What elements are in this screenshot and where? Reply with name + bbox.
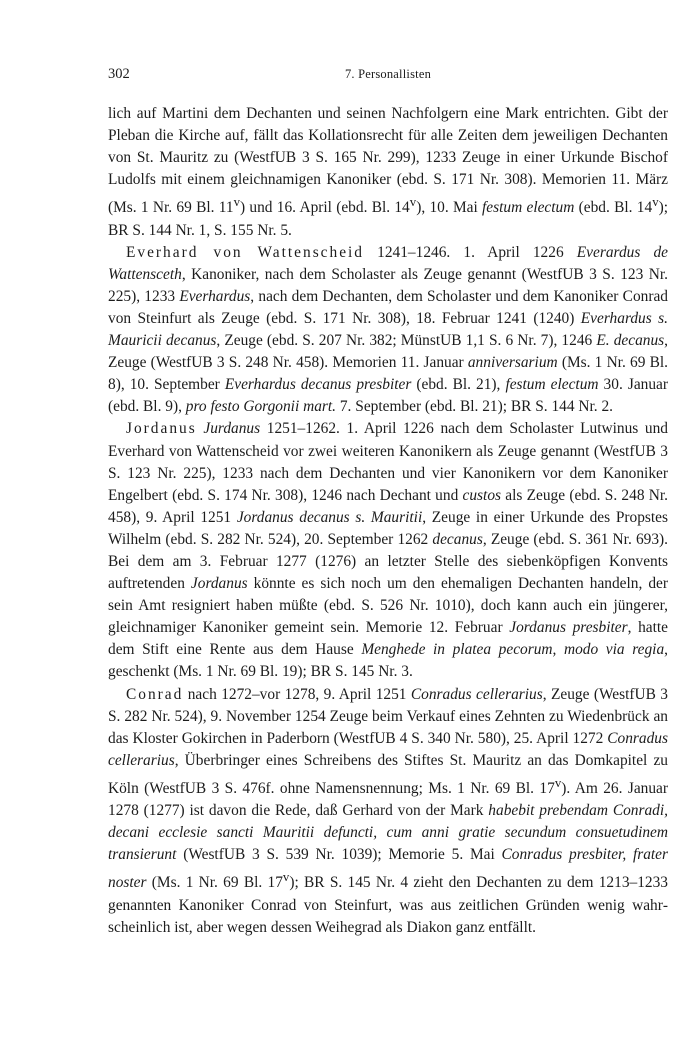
italic-citation: Jordanus presbiter [509, 619, 628, 637]
italic-citation: Everhardus s. Mauricii decanus [108, 309, 668, 350]
italic-citation: E. decanus [596, 332, 665, 350]
body-text [108, 103, 668, 939]
entry-jordanus [108, 418, 668, 683]
text-run: (ebd. Bl. 21), [411, 376, 506, 394]
text-run: , geschenkt (Ms. 1 Nr. 69 Bl. 19); BR S. 145 Nr. 3. [108, 641, 668, 681]
italic-citation: Jurdanus [203, 420, 261, 438]
text-run: , Zeuge in einer Urkunde des Propstes Wilhelm (ebd. S. 282 Nr. 524), 20. September 1262 [108, 508, 668, 548]
folio-verso-mark: v [282, 870, 290, 885]
italic-citation: pro festo Gorgonii mart. [185, 398, 337, 416]
italic-citation: habebit prebendam Conradi, decani ecclesie sancti Mauritii defuncti, cum anni gratie secundum consuetudinem transierunt [108, 802, 668, 864]
text-run: 30. Januar (ebd. Bl. 9), [108, 376, 668, 416]
italic-citation: Conradus cellerarius [410, 685, 543, 703]
italic-citation: Conradus cellerarius [108, 729, 668, 769]
italic-citation: festum electum [505, 376, 599, 394]
folio-verso-mark: v [409, 195, 417, 210]
text-run: als Zeuge (ebd. S. 248 Nr. 458), 9. April 1251 [108, 486, 669, 526]
text-run: , Überbringer eines Schreibens des Stiftes St. Mauritz an das Domkapitel zu Köln (WestfUB 3 S. 476f. ohne Namensnennung; Ms. 1 Nr. 69 Bl. 17 [108, 751, 668, 798]
text-run: ); BR S. 144 Nr. 1, S. 155 Nr. 5. [108, 199, 669, 239]
section-title: 7. Personallisten [344, 67, 432, 81]
entry-conrad [108, 684, 668, 939]
folio-verso-mark: v [652, 195, 659, 210]
folio-verso-mark: v [554, 775, 562, 790]
text-run: , Kanoniker, nach dem Scholaster als Zeuge genannt (WestfUB 3 S. 123 Nr. 225), 1233 [108, 265, 668, 305]
italic-citation: Jordanus [190, 575, 248, 593]
entry-everhard-von-wattenscheid [108, 242, 668, 419]
italic-citation: Menghede in platea pecorum, modo via regia [361, 641, 665, 659]
text-run: , Zeuge (ebd. S. 361 Nr. 693). Bei dem am 3. Februar 1277 (1276) an letzter Stelle des siebenköpfigen Konvents auftretenden [108, 530, 669, 593]
text-run: ) und 16. April (ebd. Bl. 14 [240, 199, 410, 217]
text-run: , Zeuge (WestfUB 3 S. 282 Nr. 524), 9. November 1254 Zeuge beim Verkauf eines Zehnten zu Wiedenbrück an das Kloster Gokirchen in Paderborn (WestfUB 4 S. 340 Nr. 580), 25. April 1272 [108, 685, 668, 747]
text-run: könnte es sich noch um den ehemaligen Dechanten handeln, der sein Amt resigniert haben müßte (ebd. S. 526 Nr. 1010), doch kann auch ein jüngerer, gleichnamiger Kanoniker gemeint sein. Memorie 12. Februar [108, 575, 668, 637]
text-run: ), 10. Mai [416, 199, 483, 217]
text-run: (Ms. 1 Nr. 69 Bl. 17 [146, 874, 283, 892]
italic-citation: decanus [432, 530, 483, 548]
text-run: , Zeuge (WestfUB 3 S. 248 Nr. 458). Memorien 11. Januar [108, 332, 668, 372]
text-run: ). Am 26. Januar 1278 (1277) ist davon die Rede, daß Gerhard von der Mark [108, 780, 668, 820]
text-run: (WestfUB 3 S. 539 Nr. 1039); Memorie 5. Mai [176, 846, 502, 864]
text-run: (ebd. Bl. 14 [574, 199, 653, 217]
text-run: 7. September (ebd. Bl. 21); BR S. 144 Nr. 2. [336, 398, 614, 416]
italic-citation: Everhardus [179, 287, 251, 305]
text-run: ); BR S. 145 Nr. 4 zieht den Dechanten zu dem 1213–1233 genannten Kanoniker Conrad von Steinfurt, was aus zeitlichen Gründen wenig wahrscheinlich ist, aber wegen dessen Weihegrad als Diakon ganz entfällt. [108, 874, 668, 936]
italic-citation: Everhardus decanus presbiter [224, 376, 412, 394]
italic-citation: festum electum [482, 199, 575, 217]
italic-citation: Conradus presbiter, frater noster [108, 846, 668, 892]
person-name: Conrad [126, 685, 184, 703]
text-run: 1251–1262. 1. April 1226 nach dem Scholaster Lutwinus und Everhard von Wattenscheid vor zwei weiteren Kanonikern als Zeuge genannt (WestfUB 3 S. 123 Nr. 225), 1233 nach dem Dechanten und vier Kanonikern vor dem Kanoniker Engelbert (ebd. S. 174 Nr. 308), 1246 nach Dechant und [108, 420, 668, 504]
person-name: Everhard von Wattenscheid [126, 243, 365, 261]
italic-citation: custos [462, 486, 502, 504]
text-run: , nach dem Dechanten, dem Scholaster und dem Kanoniker Conrad von Steinfurt als Zeuge (ebd. S. 171 Nr. 308), 18. Februar 1241 (1240) [108, 287, 668, 327]
text-run: lich auf Martini dem Dechanten und seinen Nachfolgern eine Mark entrichten. Gibt der Pleban die Kirche auf, fällt das Kollationsrecht für alle Zeiten dem jeweiligen Dechanten von St. Mauritz zu (WestfUB 3 S. 165 Nr. 299), 1233 Zeuge in einer Urkunde Bischof Ludolfs mit einem gleichnamigen Kanoniker (ebd. S. 171 Nr. 308). Memorien 11. März (Ms. 1 Nr. 69 Bl. 11 [108, 105, 668, 217]
book-page [108, 66, 668, 939]
text-run: , Zeuge (ebd. S. 207 Nr. 382; MünstUB 1,1 S. 6 Nr. 7), 1246 [216, 332, 597, 350]
text-run: nach 1272–vor 1278, 9. April 1251 [183, 685, 411, 703]
folio-verso-mark: v [233, 195, 241, 210]
paragraph-continuation [108, 103, 668, 242]
running-head [108, 66, 668, 92]
text-run: (Ms. 1 Nr. 69 Bl. 8), 10. September [108, 354, 668, 394]
person-name: Jordanus [126, 420, 197, 438]
page-number: 302 [108, 66, 130, 82]
italic-citation: Everardus de Wattensceth [108, 243, 668, 283]
text-run: 1241–1246. 1. April 1226 [364, 243, 577, 261]
text-run: , hatte dem Stift eine Rente aus dem Hause [108, 619, 669, 659]
italic-citation: Jordanus decanus s. Mauritii [236, 508, 423, 526]
italic-citation: anniversarium [467, 354, 558, 372]
